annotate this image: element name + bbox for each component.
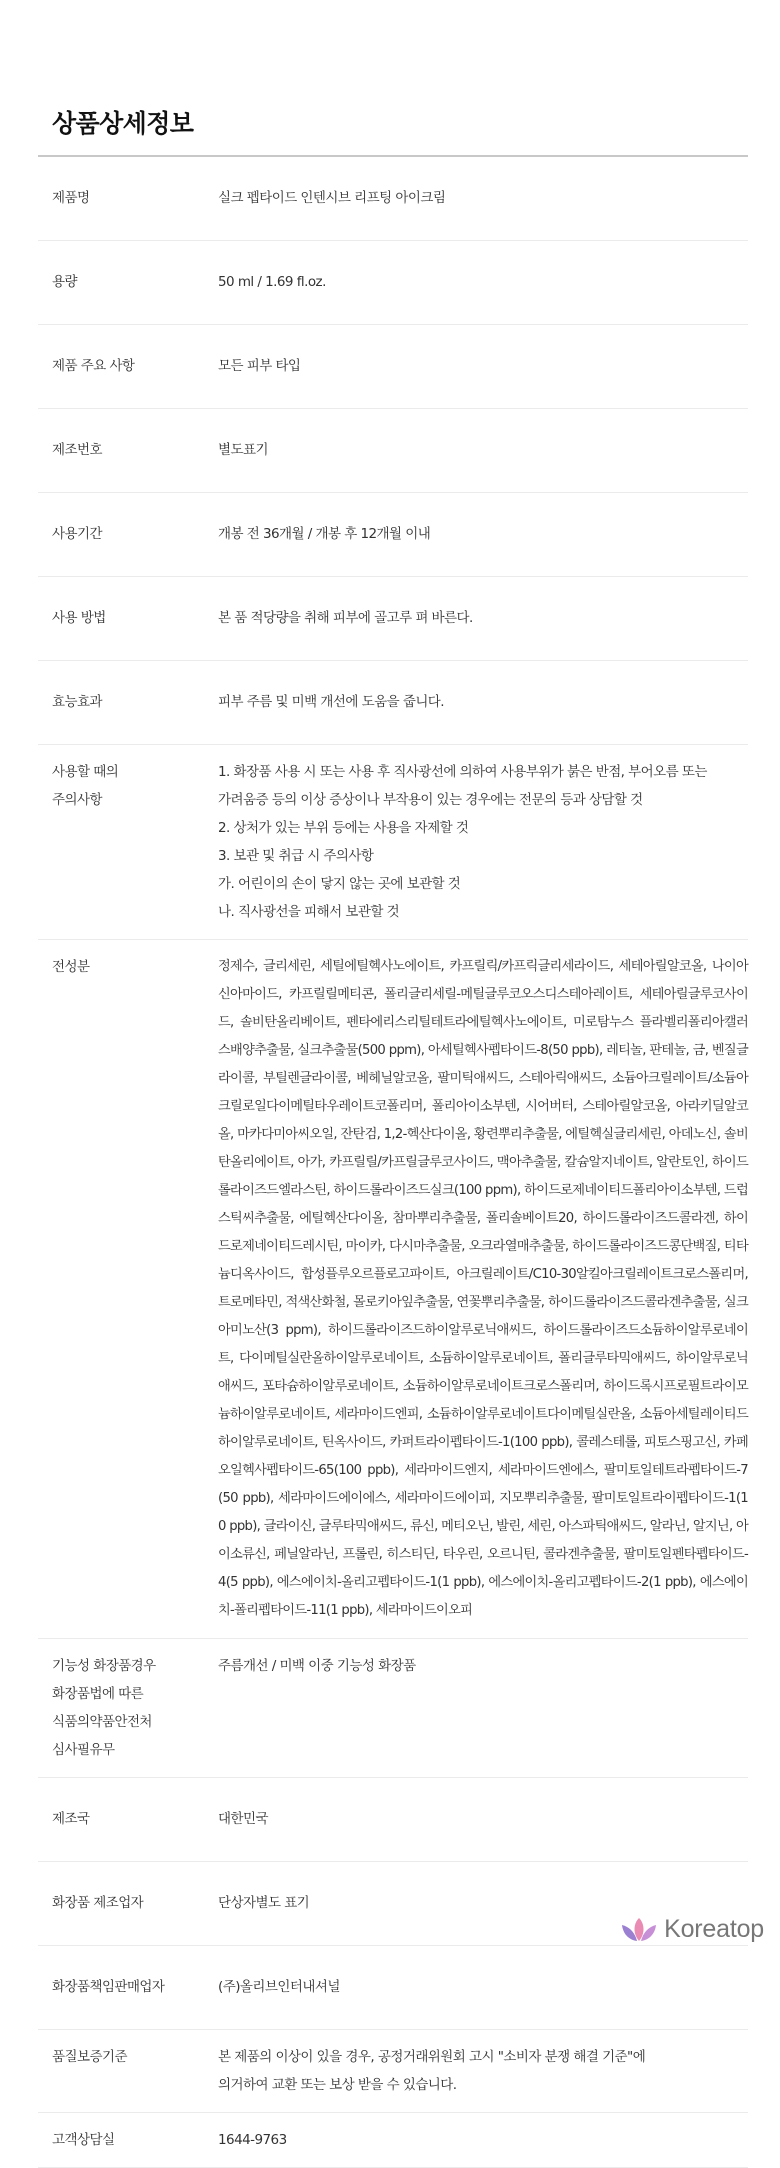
spec-row-product-name [38, 157, 748, 241]
spec-row-lot-number [38, 409, 748, 493]
page-title: 상품상세정보 [52, 109, 194, 138]
spec-value: 50 ml / 1.69 fl.oz. [218, 274, 326, 290]
spec-row-distributor [38, 1946, 748, 2030]
spec-label: 기능성 화장품경우 화장품법에 따른 식품의약품안전처 심사필유무 [52, 1658, 156, 1758]
spec-label: 사용기간 [52, 526, 102, 542]
spec-value: 단상자별도 표기 [218, 1895, 310, 1911]
spec-value: 피부 주름 및 미백 개선에 도움을 줍니다. [218, 694, 445, 710]
spec-label: 제조번호 [52, 442, 102, 458]
spec-value: 대한민국 [218, 1811, 268, 1827]
spec-label: 전성분 [52, 959, 90, 975]
spec-value: 실크 펩타이드 인텐시브 리프팅 아이크림 [218, 190, 446, 206]
ingredients-list: 정제수, 글리세린, 세틸에틸헥사노에이트, 카프릴릭/카프릭글리세라이드, 세테아릴알코올, 나이아신아마이드, 카프릴릴메티콘, 폴리글리세릴-메틸글루코오스디스테아레이트, 세테아릴글루코사이드, 솔비탄올리베이트, 펜타에리스리틸테트라에틸헥사노에이트, 미로탐누스 플라벨리폴리아캘러스배양추출물, 실크추출물(500 ppm), 아세틸헥사펩타이드-8(50 ppb), 레티놀, 판테놀, 금, 벤질글라이콜, 부틸렌글라이콜, 베헤닐알코올, 팔미틱애씨드, 스테아릭애씨드, 소듐아크릴레이트/소듐아크릴로일다이메틸타우레이트코폴리머, 폴리아이소부텐, 시어버터, 스테아릴알코올, 아라키딜알코올, 마카다미아씨오일, 잔탄검, 1,2-헥산다이올, 황련뿌리추출물, 에틸헥실글리세린, 아데노신, 솔비탄올리에이트, 아가, 카프릴릴/카프릴글루코사이드, 맥아추출물, 칼슘알지네이트, 알란토인, 하이드롤라이즈드엘라스틴, 하이드롤라이즈드실크(100 ppm), 하이드로제네이티드폴리아이소부텐, 드럽스틱씨추출물, 에틸헥산다이올, 참마뿌리추출물, 폴리솔베이트20, 하이드롤라이즈드콜라겐, 하이드로제네이티드레시틴, 마이카, 다시마추출물, 오크라열매추출물, 하이드롤라이즈드콩단백질, 티타늄디옥사이드, 합성플루오르플로고파이트, 아크릴레이트/C10-30알킬아크릴레이트크로스폴리머, 트로메타민, 적색산화철, 몰로키아잎추출물, 연꽃뿌리추출물, 하이드롤라이즈드콜라겐추출물, 실크아미노산(3 ppm), 하이드롤라이즈드하이알루로닉애씨드, 하이드롤라이즈드소듐하이알루로네이트, 다이메틸실란올하이알루로네이트, 소듐하이알루로네이트, 폴리글루타믹애씨드, 하이알루로닉애씨드, 포타슘하이알루로네이트, 소듐하이알루로네이트크로스폴리머, 하이드록시프로필트라이모늄하이알루로네이트, 세라마이드엔피, 소듐하이알루로네이트다이메틸실란올, 소듐아세틸레이티드하이알루로네이트, 틴옥사이드, 카퍼트라이펩타이드-1(100 ppb), 콜레스테롤, 피토스핑고신, 카페오일헥사펩타이드-65(100 ppb), 세라마이드엔지, 세라마이드엔에스, 팔미토일테트라펩타이드-7(50 ppb), 세라마이드에이에스, 세라마이드에이피, 지모뿌리추출물, 팔미토일트라이펩타이드-1(10 ppb), 글라이신, 글루타믹애씨드, 류신, 메티오닌, 발린, 세린, 아스파틱애씨드, 알라닌, 알지닌, 아이소류신, 페닐알라닌, 프롤린, 히스티딘, 타우린, 오르니틴, 콜라겐추출물, 팔미토일펜타펩타이드-4(5 ppb), 에스에이치-올리고펩타이드-1(1 ppb), 에스에이치-올리고펩타이드-2(1 ppb), 에스에이치-폴리펩타이드-11(1 ppb), 세라마이드이오피 [218, 959, 748, 1618]
spec-row-shelf-life [38, 493, 748, 577]
spec-label: 품질보증기준 [52, 2049, 127, 2065]
brand-name: Koreatop [664, 1915, 764, 1943]
spec-label: 제조국 [52, 1811, 90, 1827]
spec-label: 용량 [52, 274, 77, 290]
spec-value: 1. 화장품 사용 시 또는 사용 후 직사광선에 의하여 사용부위가 붉은 반점, 부어오름 또는 가려움증 등의 이상 증상이나 부작용이 있는 경우에는 전문의 등과 상담할 것 2. 상처가 있는 부위 등에는 사용을 자제할 것 3. 보관 및 취급 시 주의사항 가. 어린이의 손이 닿지 않는 곳에 보관할 것 나. 직사광선을 피해서 보관할 것 [218, 764, 707, 920]
lotus-icon [620, 1917, 658, 1943]
spec-label: 사용할 때의 주의사항 [52, 764, 119, 808]
spec-value: 본 제품의 이상이 있을 경우, 공정거래위원회 고시 "소비자 분쟁 해결 기준"에 의거하여 교환 또는 보상 받을 수 있습니다. [218, 2049, 646, 2093]
spec-label: 화장품 제조업자 [52, 1895, 144, 1911]
spec-label: 제품명 [52, 190, 90, 206]
spec-row-country [38, 1778, 748, 1862]
spec-value: 주름개선 / 미백 이중 기능성 화장품 [218, 1658, 416, 1674]
spec-label: 제품 주요 사항 [52, 358, 135, 374]
spec-row-efficacy [38, 661, 748, 745]
spec-row-skin-type [38, 325, 748, 409]
spec-value: 개봉 전 36개월 / 개봉 후 12개월 이내 [218, 526, 431, 542]
spec-value: 본 품 적당량을 취해 피부에 골고루 펴 바른다. [218, 610, 473, 626]
spec-label: 효능효과 [52, 694, 102, 710]
spec-row-customer-service [38, 2113, 748, 2168]
spec-row-usage [38, 577, 748, 661]
spec-label: 고객상담실 [52, 2132, 115, 2148]
spec-value: (주)올리브인터내셔널 [218, 1979, 340, 1995]
spec-row-volume [38, 241, 748, 325]
brand-logo [620, 1915, 764, 1944]
spec-row-quality-guarantee [38, 2030, 748, 2113]
product-spec-table [38, 157, 748, 2168]
spec-row-precautions [38, 745, 748, 940]
spec-label: 화장품책임판매업자 [52, 1979, 165, 1995]
spec-value: 별도표기 [218, 442, 268, 458]
spec-row-functional-review [38, 1639, 748, 1778]
spec-row-ingredients [38, 940, 748, 1639]
spec-value: 1644-9763 [218, 2132, 287, 2148]
spec-value: 모든 피부 타입 [218, 358, 301, 374]
spec-label: 사용 방법 [52, 610, 106, 626]
